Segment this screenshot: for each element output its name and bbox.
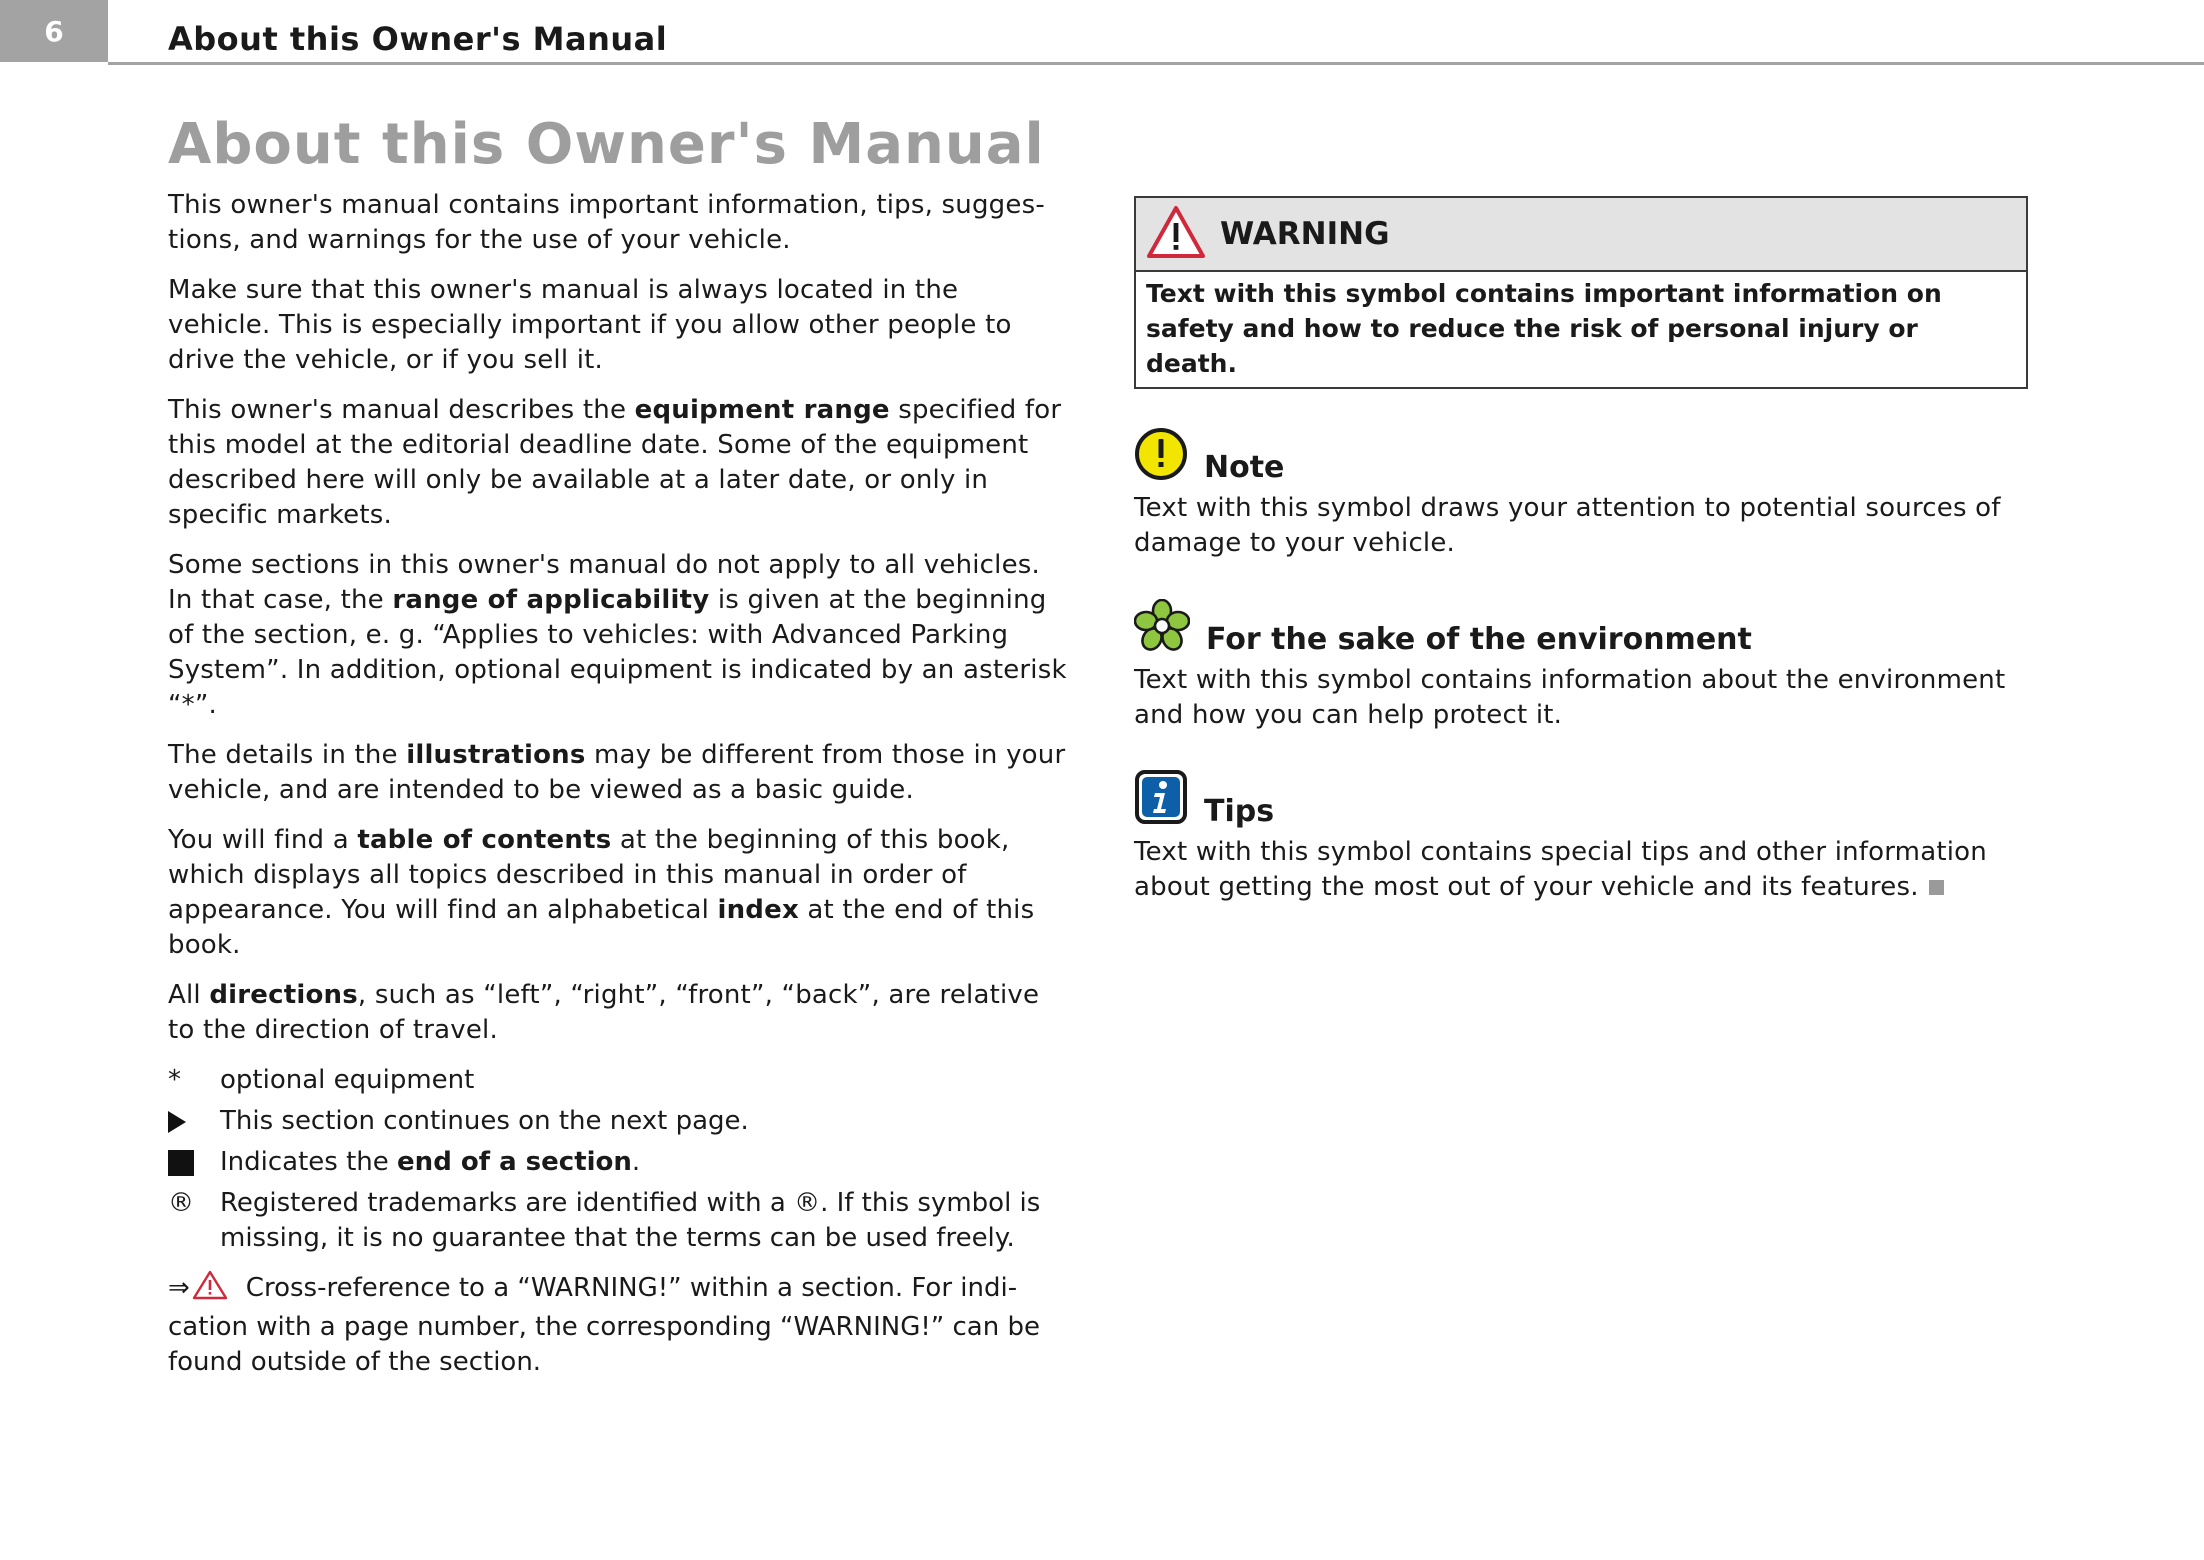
directions-paragraph: All directions, such as “left”, “right”, “front”, “back”, are relative to the direction of travel. xyxy=(168,980,1040,1045)
legend-text-trademark: Registered trademarks are identified with a ®. If this symbol is missing, it is no guarantee that the terms can be used freely. xyxy=(220,1188,1041,1253)
warning-header xyxy=(1136,198,2026,272)
chapter-title: About this Owner's Manual xyxy=(168,112,1045,177)
applicability-paragraph: Some sections in this owner's manual do not apply to all vehicles. In that case, the range of applicability is given at the beginning of the section, e. g. “Applies to vehicles: with Advanced Parking System”. In addition, optional equipment is indicated by an asterisk “*”. xyxy=(168,550,1067,720)
info-icon xyxy=(1134,769,1188,829)
header-rule xyxy=(108,62,2204,65)
arrow-icon: ⇒ xyxy=(168,1273,190,1303)
tips-section xyxy=(1134,769,2028,905)
legend-row-optional xyxy=(168,1063,1068,1098)
environment-title: For the sake of the environment xyxy=(1206,622,1752,657)
illustrations-paragraph: The details in the illustrations may be different from those in your vehicle, and are intended to be viewed as a basic guide. xyxy=(168,740,1066,805)
environment-section xyxy=(1134,597,2028,733)
registered-symbol: ® xyxy=(168,1188,194,1218)
intro-paragraph: This owner's manual contains important information, tips, sugges-tions, and warnings for the use of your vehicle. xyxy=(168,190,1045,255)
asterisk-symbol: * xyxy=(168,1065,181,1095)
left-column xyxy=(168,188,1068,1380)
end-square-icon xyxy=(168,1150,194,1176)
note-title: Note xyxy=(1204,450,1285,485)
warning-triangle-icon xyxy=(1146,205,1206,263)
legend-row-trademark xyxy=(168,1186,1068,1256)
warning-body: Text with this symbol contains important information on safety and how to reduce the risk of personal injury or death. xyxy=(1146,279,1942,378)
page-number: 6 xyxy=(0,0,108,62)
right-column xyxy=(1134,196,2028,905)
legend-text-end: Indicates the end of a section. xyxy=(220,1147,641,1177)
end-square-icon xyxy=(1929,880,1944,895)
tips-body: Text with this symbol contains special tips and other information about getting the most out of your vehicle and its features. xyxy=(1134,837,1987,902)
contents-paragraph: You will find a table of contents at the beginning of this book, which displays all topics described in this manual in order of appearance. You will find an alphabetical index at the end of this book. xyxy=(168,825,1035,960)
symbol-legend xyxy=(168,1063,1068,1256)
page-header xyxy=(0,0,2204,66)
legend-row-continues xyxy=(168,1104,1068,1139)
warning-triangle-icon xyxy=(192,1270,228,1310)
equipment-paragraph: This owner's manual describes the equipment range specified for this model at the editorial deadline date. Some of the equipment described here will only be available at a later date, or only in specific markets. xyxy=(168,395,1062,530)
note-section xyxy=(1134,425,2028,561)
warning-title: WARNING xyxy=(1220,216,1390,252)
legend-text-optional: optional equipment xyxy=(220,1065,475,1095)
cross-reference-paragraph: ⇒ Cross-reference to a “WARNING!” within a section. For indi-cation with a page number, the corresponding “WARNING!” can be found outside of the section. xyxy=(168,1270,1068,1380)
running-header-title: About this Owner's Manual xyxy=(168,20,668,58)
note-body: Text with this symbol draws your attention to potential sources of damage to your vehicle. xyxy=(1134,493,2001,558)
legend-text-continues: This section continues on the next page. xyxy=(220,1106,749,1136)
legend-row-end xyxy=(168,1145,1068,1180)
tips-title: Tips xyxy=(1204,794,1275,829)
flower-icon xyxy=(1134,599,1190,657)
environment-body: Text with this symbol contains information about the environment and how you can help protect it. xyxy=(1134,665,2006,730)
warning-box xyxy=(1134,196,2028,389)
exclamation-circle-icon xyxy=(1134,427,1188,485)
right-triangle-icon xyxy=(168,1111,186,1133)
location-paragraph: Make sure that this owner's manual is always located in the vehicle. This is especially important if you allow other people to drive the vehicle, or if you sell it. xyxy=(168,275,1012,375)
